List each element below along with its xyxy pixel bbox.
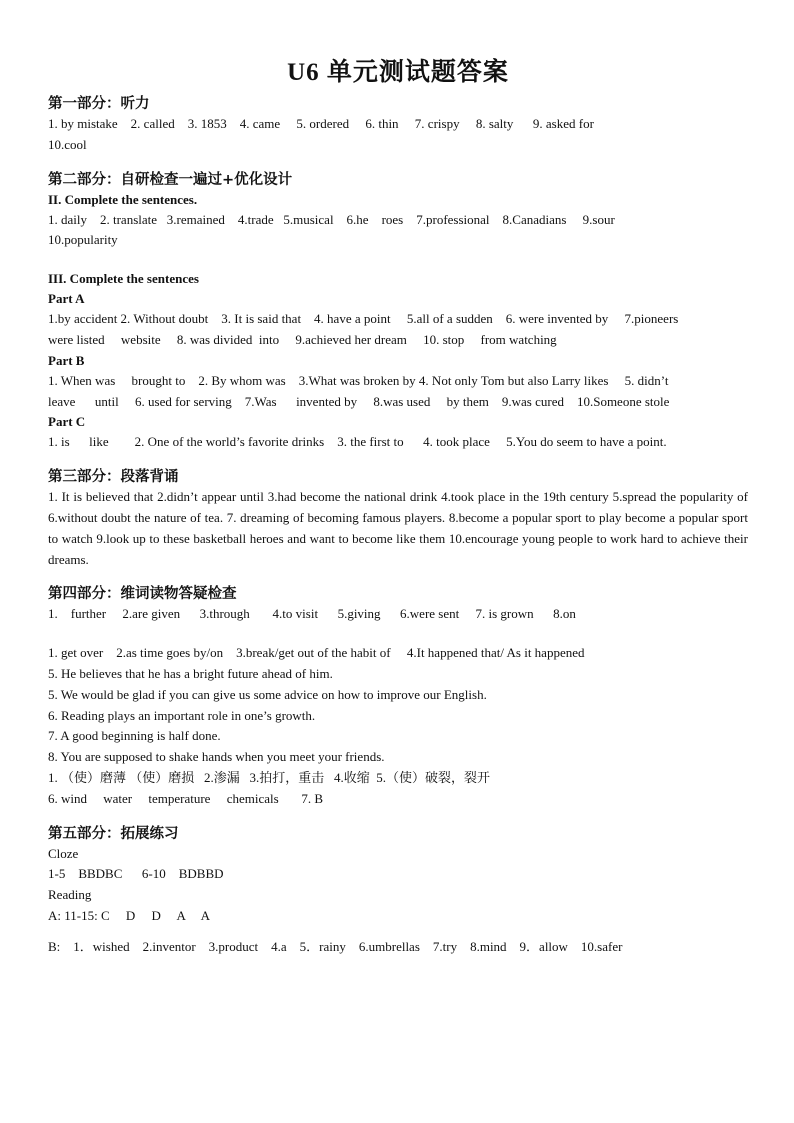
part2-section2-line2: 10.popularity — [48, 232, 118, 248]
part4-heading: 第四部分：维词读物答疑检查 — [48, 586, 237, 603]
part-c-label: Part C — [48, 414, 86, 430]
cloze-label: Cloze — [48, 845, 79, 861]
cloze-answers: 1-5 BBDBC 6-10 BDBBD — [48, 866, 224, 882]
part2-section2-title: II. Complete the sentences. — [48, 191, 198, 207]
part4-line7: 8. You are supposed to shake hands when you meet your friends. — [48, 749, 385, 765]
part-b-line2: leave until 6. used for serving 7.Was invented by 8.was used by them 9.was cured 10.Someone stole — [48, 393, 670, 409]
part4-line6: 7. A good beginning is half done. — [48, 728, 221, 744]
part5-heading: 第五部分：拓展练习 — [48, 825, 179, 842]
part-a-line1: 1.by accident 2. Without doubt 3. It is said that 4. have a point 5.all of a sudden 6. were invented by 7.pioneers — [48, 311, 679, 327]
answer-sheet — [48, 52, 748, 958]
part-b-line1: 1. When was brought to 2. By whom was 3.What was broken by 4. Not only Tom but also Larry likes 5. didn’t — [48, 372, 669, 388]
part-a-line2: were listed website 8. was divided into 9.achieved her dream 10. stop from watching — [48, 331, 557, 347]
reading-label: Reading — [48, 887, 92, 903]
part2-section2-line1: 1. daily 2. translate 3.remained 4.trade 5.musical 6.he roes 7.professional 8.Canadians 9.sour — [48, 211, 615, 227]
reading-b-answers: B: 1．wished 2.inventor 3.product 4.a 5．rainy 6.umbrellas 7.try 8.mind 9．allow 10.safer — [48, 938, 623, 954]
part4-line2: 1. get over 2.as time goes by/on 3.break/get out of the habit of 4.It happened that/ As it happened — [48, 645, 585, 661]
part4-line3: 5. He believes that he has a bright future ahead of him. — [48, 665, 333, 681]
part4-line8: 1. （使）磨薄 （使）磨损 2.渗漏 3.拍打，重击 4.收缩 5.（使）破裂，裂开 — [48, 769, 491, 785]
part3-heading: 第三部分：段落背诵 — [48, 469, 179, 486]
part4-line4: 5. We would be glad if you can give us some advice on how to improve our English. — [48, 686, 487, 702]
part4-line1: 1. further 2.are given 3.through 4.to visit 5.giving 6.were sent 7. is grown 8.on — [48, 606, 576, 622]
part3-paragraph: 1. It is believed that 2.didn’t appear until 3.had become the national drink 4.took place in the 19th century 5.spread the popularity of 6.without doubt the nature of tea. 7. dreaming of becoming famous players. 8.become a popular sport to play become a popular sport to watch 9.look up to these basketball heroes and want to become like them 10.encourage young people to work hard to achieve their dreams. — [48, 489, 748, 567]
part1-heading: 第一部分：听力 — [48, 96, 150, 112]
part2-section3-title: III. Complete the sentences — [48, 271, 199, 287]
reading-a-answers: A: 11-15: C D D A A — [48, 907, 211, 923]
part-b-label: Part B — [48, 352, 85, 368]
part-c-line1: 1. is like 2. One of the world’s favorite drinks 3. the first to 4. took place 5.You do seem to have a point. — [48, 434, 667, 450]
part1-line1: 1. by mistake 2. called 3. 1853 4. came 5. ordered 6. thin 7. crispy 8. salty 9. asked for — [48, 116, 594, 131]
part2-heading: 第二部分：自研检查一遍过+优化设计 — [48, 171, 293, 188]
part1-line2: 10.cool — [48, 136, 87, 152]
page-title: U6 单元测试题答案 — [287, 59, 509, 86]
part-a-label: Part A — [48, 291, 85, 307]
part4-line9: 6. wind water temperature chemicals 7. B — [48, 790, 324, 806]
part4-line5: 6. Reading plays an important role in one’s growth. — [48, 707, 316, 723]
